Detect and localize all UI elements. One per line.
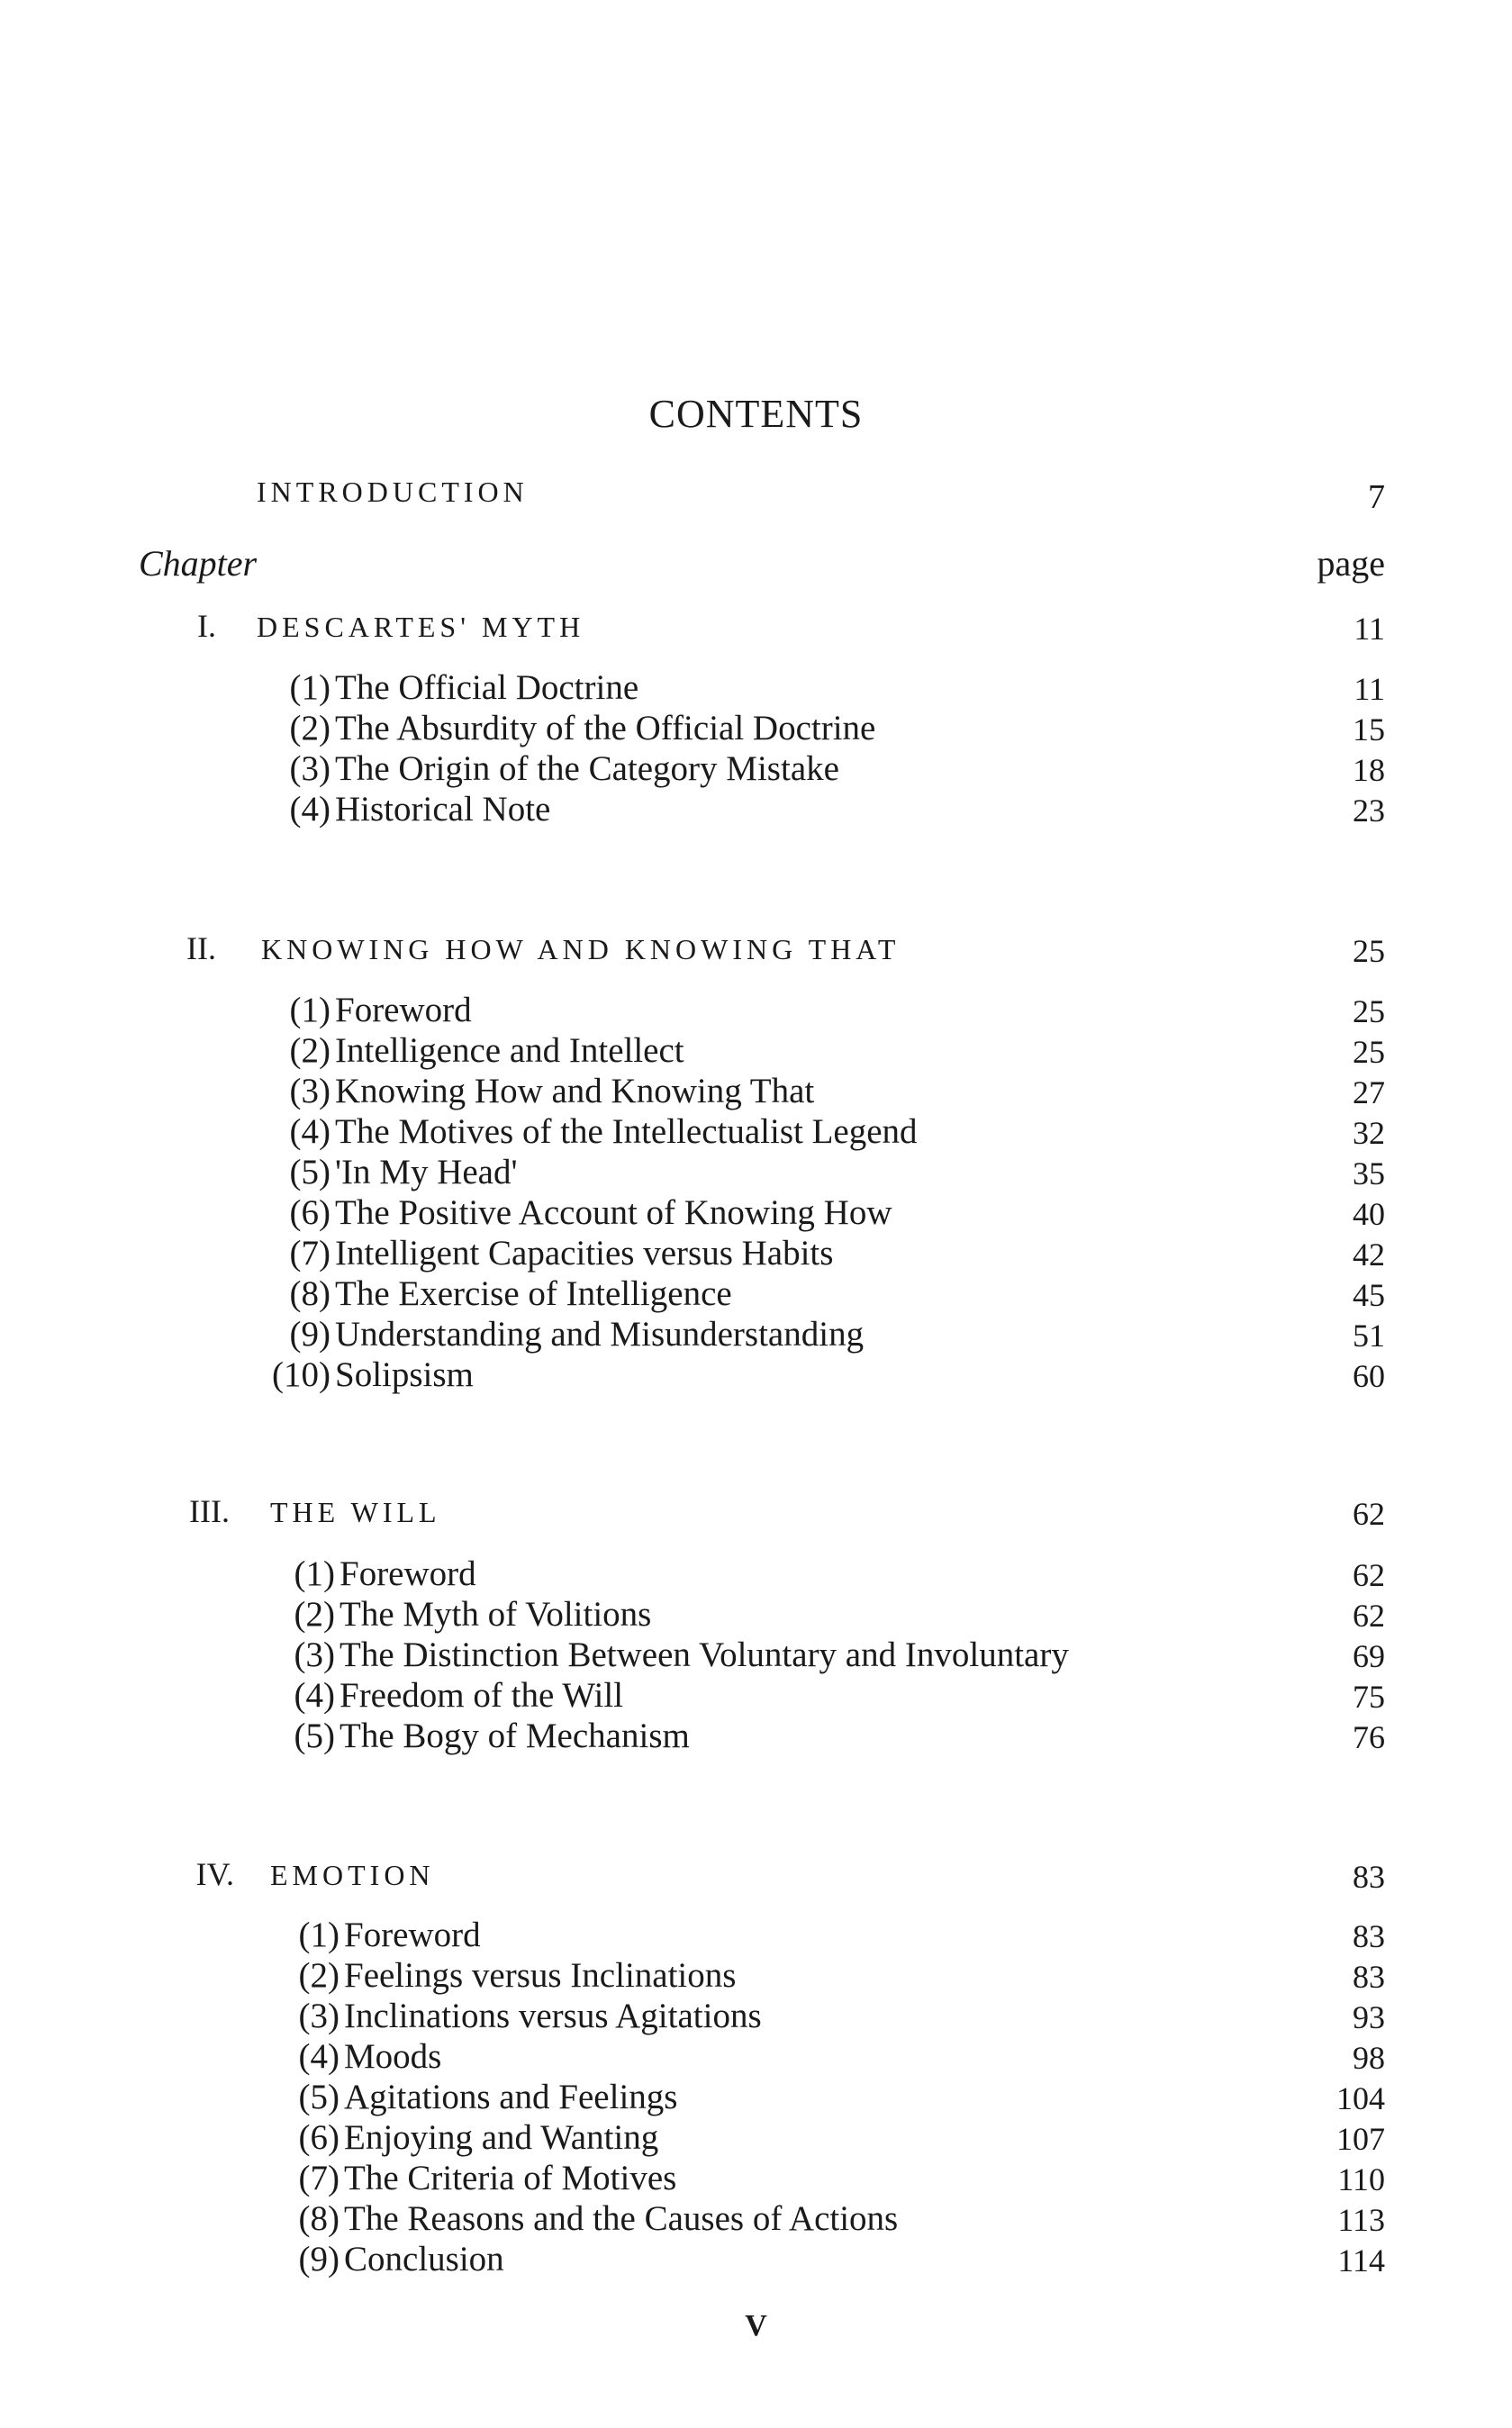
introduction-label: INTRODUCTION: [257, 476, 529, 508]
section-page: 40: [1353, 1196, 1385, 1232]
section-number: (1): [289, 668, 330, 707]
section-number: (2): [289, 709, 330, 747]
section-page: 15: [1353, 711, 1385, 747]
introduction-page: 7: [1368, 478, 1385, 516]
section-title: The Myth of Volitions: [340, 1595, 652, 1634]
section-page: 18: [1353, 752, 1385, 788]
section-number: (7): [289, 1234, 330, 1273]
chapter-numeral: I.: [197, 608, 216, 644]
section-number: (2): [289, 1031, 330, 1070]
section-number: (6): [289, 1193, 330, 1232]
section-number: (5): [298, 2078, 340, 2116]
section-page: 51: [1353, 1318, 1385, 1354]
section-page: 35: [1353, 1155, 1385, 1191]
section-page: 83: [1353, 1959, 1385, 1995]
section-title: The Official Doctrine: [335, 668, 639, 707]
section-title: Intelligent Capacities versus Habits: [335, 1234, 834, 1273]
page-number-footer: V: [745, 2309, 767, 2342]
section-page: 25: [1353, 1034, 1385, 1070]
section-number: (5): [294, 1717, 335, 1755]
section-page: 114: [1337, 2242, 1385, 2279]
section-number: (2): [294, 1595, 335, 1634]
section-title: Inclinations versus Agitations: [344, 1997, 762, 2035]
section-page: 75: [1353, 1679, 1385, 1715]
section-number: (3): [298, 1997, 340, 2035]
section-page: 104: [1336, 2080, 1385, 2116]
chapter-column-label: Chapter: [139, 543, 258, 584]
section-number: (1): [289, 991, 330, 1029]
section-page: 76: [1353, 1719, 1385, 1755]
chapter-page: 25: [1353, 933, 1385, 969]
chapter-numeral: IV.: [195, 1856, 234, 1892]
section-page: 113: [1337, 2202, 1385, 2238]
section-title: Foreword: [335, 991, 472, 1029]
section-title: Solipsism: [335, 1355, 474, 1394]
section-page: 69: [1353, 1638, 1385, 1674]
section-page: 83: [1353, 1918, 1385, 1954]
chapter-page: 62: [1353, 1496, 1385, 1532]
chapter-page: 11: [1354, 611, 1385, 647]
section-number: (8): [289, 1274, 330, 1313]
section-number: (9): [298, 2240, 340, 2279]
section-title: The Exercise of Intelligence: [335, 1274, 732, 1313]
section-number: (6): [298, 2118, 340, 2157]
section-page: 62: [1353, 1598, 1385, 1634]
chapter-page: 83: [1353, 1859, 1385, 1895]
section-number: (3): [289, 1072, 330, 1110]
section-page: 45: [1353, 1277, 1385, 1313]
section-title: Historical Note: [335, 790, 551, 829]
section-number: (5): [289, 1153, 330, 1191]
section-number: (10): [272, 1355, 330, 1394]
section-title: The Origin of the Category Mistake: [335, 749, 839, 788]
section-title: Moods: [344, 2037, 442, 2076]
section-title: Conclusion: [344, 2240, 504, 2279]
section-title: Knowing How and Knowing That: [335, 1072, 815, 1110]
section-number: (1): [298, 1916, 340, 1954]
chapter-numeral: III.: [189, 1493, 230, 1529]
section-page: 110: [1337, 2161, 1385, 2197]
chapter-title: EMOTION: [270, 1859, 435, 1891]
section-title: 'In My Head': [335, 1153, 518, 1191]
chapter-title: KNOWING HOW AND KNOWING THAT: [261, 933, 901, 965]
section-page: 11: [1354, 671, 1385, 707]
section-title: The Criteria of Motives: [344, 2159, 677, 2197]
section-page: 62: [1353, 1557, 1385, 1593]
section-number: (4): [298, 2037, 340, 2076]
section-title: The Reasons and the Causes of Actions: [344, 2199, 899, 2238]
section-title: The Absurdity of the Official Doctrine: [335, 709, 876, 747]
section-page: 93: [1353, 1999, 1385, 2035]
section-title: The Motives of the Intellectualist Legend: [335, 1112, 918, 1151]
section-title: Agitations and Feelings: [344, 2078, 678, 2116]
section-title: Intelligence and Intellect: [335, 1031, 684, 1070]
section-number: (3): [294, 1635, 335, 1674]
section-number: (4): [289, 1112, 330, 1151]
section-page: 25: [1353, 993, 1385, 1029]
section-page: 27: [1353, 1074, 1385, 1110]
section-title: The Positive Account of Knowing How: [335, 1193, 892, 1232]
section-title: The Bogy of Mechanism: [340, 1717, 690, 1755]
section-page: 60: [1353, 1358, 1385, 1394]
section-title: The Distinction Between Voluntary and Involuntary: [340, 1635, 1069, 1674]
section-page: 32: [1353, 1115, 1385, 1151]
section-number: (4): [294, 1676, 335, 1715]
chapter-title: THE WILL: [270, 1496, 441, 1528]
section-title: Enjoying and Wanting: [344, 2118, 659, 2157]
section-page: 107: [1336, 2121, 1385, 2157]
section-number: (1): [294, 1554, 335, 1593]
section-number: (3): [289, 749, 330, 788]
section-page: 42: [1353, 1237, 1385, 1273]
section-title: Understanding and Misunderstanding: [335, 1315, 865, 1354]
section-title: Feelings versus Inclinations: [344, 1956, 737, 1995]
chapter-numeral: II.: [186, 930, 216, 966]
section-number: (9): [289, 1315, 330, 1354]
section-title: Foreword: [340, 1554, 476, 1593]
section-title: Foreword: [344, 1916, 481, 1954]
section-page: 23: [1353, 793, 1385, 829]
page-title: CONTENTS: [648, 392, 864, 436]
section-number: (8): [298, 2199, 340, 2238]
section-number: (7): [298, 2159, 340, 2197]
section-number: (4): [289, 790, 330, 829]
page-column-label: page: [1317, 543, 1385, 584]
chapter-title: DESCARTES' MYTH: [257, 611, 585, 643]
section-title: Freedom of the Will: [340, 1676, 624, 1715]
section-page: 98: [1353, 2040, 1385, 2076]
section-number: (2): [298, 1956, 340, 1995]
